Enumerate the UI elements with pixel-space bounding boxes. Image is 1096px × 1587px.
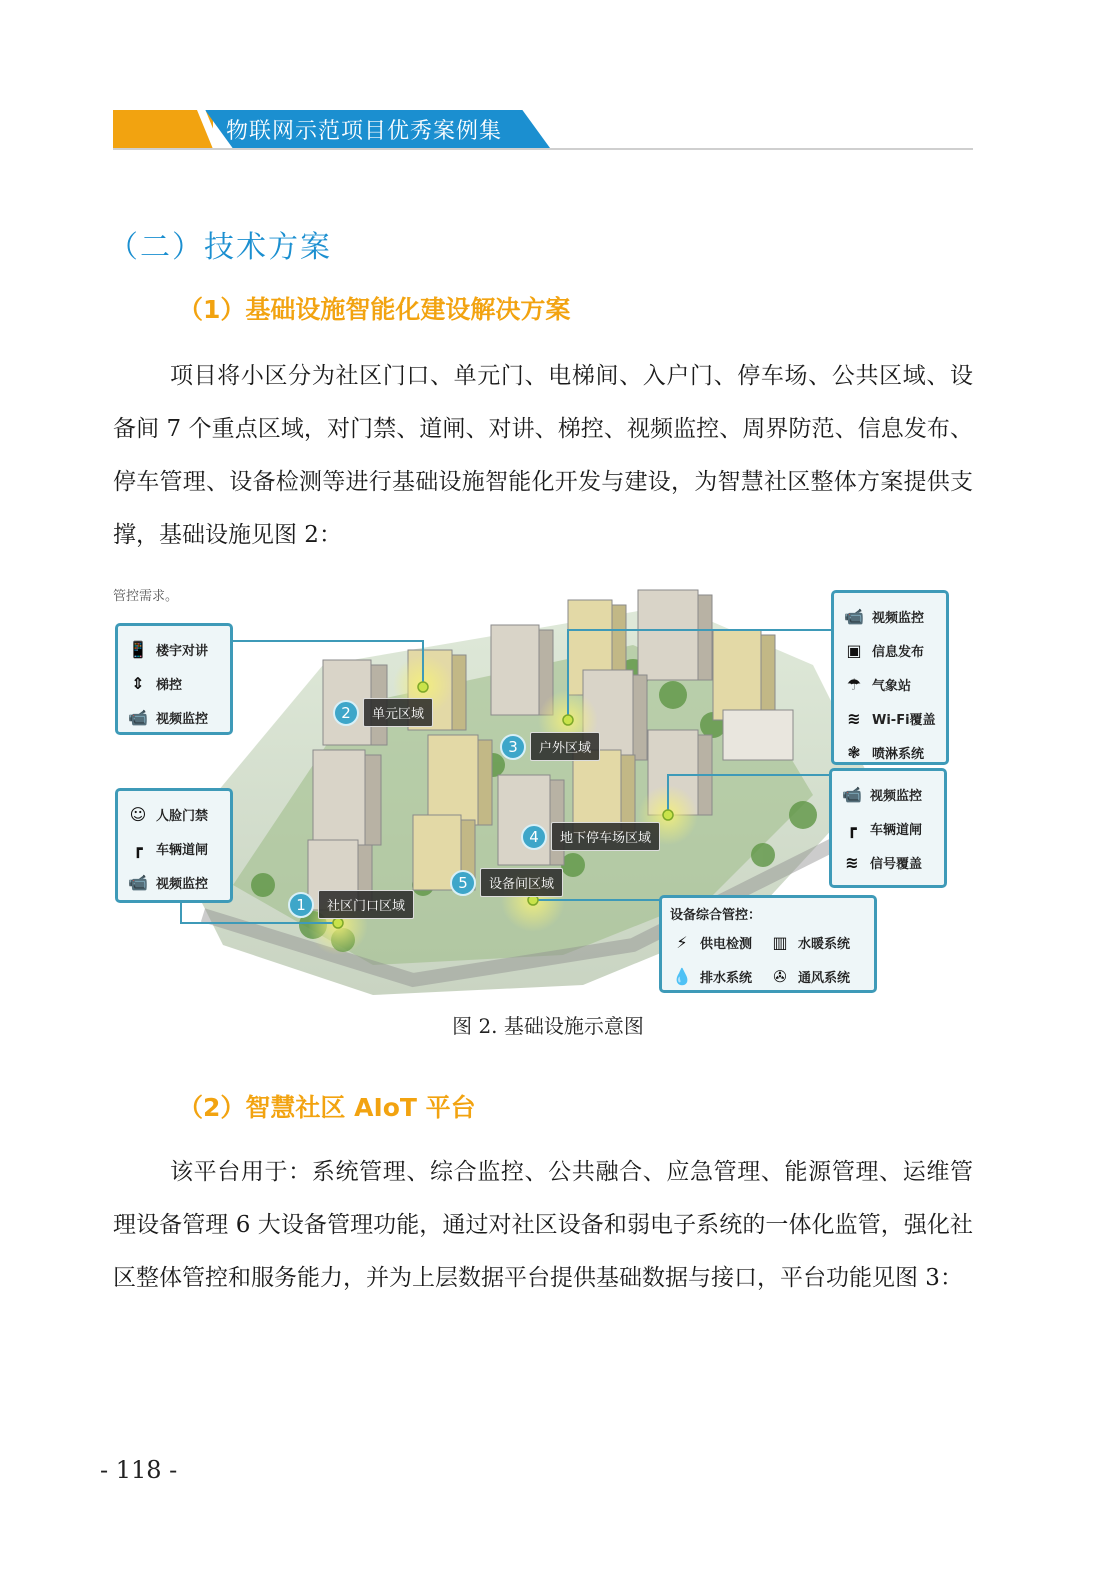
camera-icon: 📹 [128,872,148,892]
camera-icon: 📹 [842,784,862,804]
panel-item-label: 梯控 [156,677,183,693]
panel-item [842,599,938,633]
subsection-1-title: （1）基础设施智能化建设解决方案 [178,295,571,324]
panel-item [842,633,938,667]
elevator-icon: ⇕ [131,673,145,693]
drain-icon: 💧 [672,966,692,986]
figure-crop-text: 管控需求。 [113,589,179,604]
panel-item-label: 供电检测 [700,936,753,952]
panel-item [126,632,222,666]
panel-equipment-control [659,895,877,993]
panel-item-label: 车辆道闸 [156,842,209,858]
header-rule [113,148,973,150]
panel-item-label: 人脸门禁 [156,808,209,824]
zone-marker-2 [333,698,433,727]
panel-item [670,961,768,991]
paragraph-2: 该平台用于：系统管理、综合监控、公共融合、应急管理、能源管理、运维管理设备管理 6 大设备管理功能，通过对社区设备和弱电子系统的一体化监管，强化社区整体管控和服务能力，并为上层数据平台提供基础数据与接口，平台功能见图 3： [113,1159,973,1291]
page-number: - 118 - [100,1456,178,1484]
intercom-icon: 📱 [128,639,148,659]
panel-item-label: 气象站 [872,678,912,694]
panel-item [842,667,938,701]
panel-item [842,701,938,735]
panel-gate-devices [115,788,233,903]
zone-number: 3 [500,734,526,760]
fan-icon: ✇ [773,966,787,986]
radiator-icon: ▥ [772,932,788,952]
section-title: （二）技术方案 [108,230,332,265]
panel-item-label: 车辆道闸 [870,822,923,838]
face-access-icon: ☺ [129,804,147,824]
camera-icon: 📹 [128,707,148,727]
zone-label: 户外区域 [530,732,600,761]
figure-infrastructure [113,585,973,995]
sprinkler-icon: ❃ [847,742,861,762]
zone-marker-1 [288,890,414,919]
header-title: 物联网示范项目优秀案例集 [226,119,503,144]
panel-item-label: 视频监控 [156,711,209,727]
panel-grid [670,927,866,991]
wifi-icon: ≋ [845,852,859,872]
panel-item [768,927,866,957]
barrier-gate-icon: ┏ [847,818,857,838]
wifi-icon: ≋ [847,708,861,728]
barrier-gate-icon: ┏ [133,838,143,858]
panel-item-label: 视频监控 [872,610,925,626]
zone-label: 地下停车场区域 [551,822,660,851]
panel-item-label: 排水系统 [700,970,753,986]
zone-number: 2 [333,700,359,726]
panel-item [126,831,222,865]
zone-label: 单元区域 [363,698,433,727]
panel-item [842,735,938,769]
running-header [113,110,973,150]
zone-marker-5 [450,868,563,897]
panel-item-label: 通风系统 [798,970,851,986]
weather-station-icon: ☂ [846,674,862,694]
panel-item [670,927,768,957]
panel-item [840,777,936,811]
panel-item-label: 楼宇对讲 [156,643,209,659]
power-icon: ⚡ [676,932,688,952]
panel-item-label: Wi-Fi覆盖 [872,712,936,728]
panel-item-label: 视频监控 [870,788,923,804]
zone-label: 社区门口区域 [318,890,414,919]
figure-caption: 图 2. 基础设施示意图 [452,1014,644,1038]
zone-label: 设备间区域 [480,868,563,897]
paragraph-1: 项目将小区分为社区门口、单元门、电梯间、入户门、停车场、公共区域、设备间 7 个重点区域，对门禁、道闸、对讲、梯控、视频监控、周界防范、信息发布、停车管理、设备检测等进行基础设施智能化开发与建设，为智慧社区整体方案提供支撑，基础设施见图 2： [113,363,973,548]
panel-item-label: 喷淋系统 [872,746,925,762]
zone-number: 5 [450,870,476,896]
panel-item [126,865,222,899]
panel-item-label: 视频监控 [156,876,209,892]
zone-marker-4 [521,822,660,851]
panel-item [126,797,222,831]
camera-icon: 📹 [844,606,864,626]
panel-parking-devices [829,768,947,888]
panel-unit-devices [115,623,233,735]
zone-number: 1 [288,892,314,918]
panel-outdoor-devices [831,590,949,765]
zone-number: 4 [521,824,547,850]
panel-item [126,666,222,700]
subsection-2-title: （2）智慧社区 AIoT 平台 [178,1093,476,1122]
header-orange-block [113,110,213,148]
zone-marker-3 [500,732,600,761]
panel-title: 设备综合管控： [670,908,762,923]
panel-item-label: 信号覆盖 [870,856,923,872]
panel-item-label: 信息发布 [872,644,925,660]
display-icon: ▣ [846,640,862,660]
panel-item [840,845,936,879]
panel-item [840,811,936,845]
panel-item [768,961,866,991]
panel-item-label: 水暖系统 [798,936,851,952]
panel-item [126,700,222,734]
